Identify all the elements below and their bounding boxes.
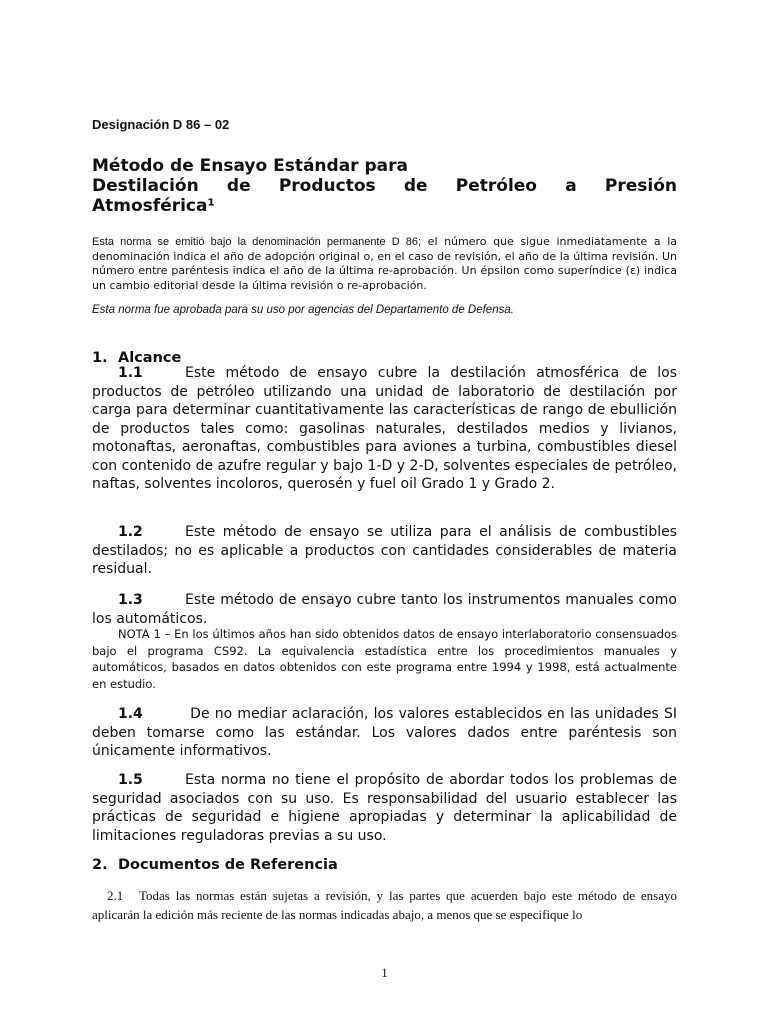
paragraph-number: 1.2	[118, 524, 143, 540]
paragraph-1-3	[92, 591, 677, 628]
note-text: NOTA 1 – En los últimos años han sido obtenidos datos de ensayo interlaboratorio consensuados bajo el programa CS92. La equivalencia estadística entre los procedimientos manuales y automáticos, basados en datos obtenidos con este programa entre 1994 y 1998, está actualmente en estudio.	[92, 627, 677, 691]
section-heading-documentos	[92, 857, 338, 873]
issuance-note	[92, 235, 677, 293]
paragraph-text: Este método de ensayo cubre la destilación atmosférica de los productos de petróleo utilizando una unidad de laboratorio de destilación por carga para determinar cuantitativamente las características de rango de ebullición de productos tales como: gasolinas naturales, destilados medios y livianos, motonaftas, aeronaftas, combustibles para aviones a turbina, combustibles diesel con contenido de azufre regular y bajo 1-D y 2-D, solventes especiales de petróleo, naftas, solventes incoloros, querosén y fuel oil Grado 1 y Grado 2.	[92, 365, 677, 492]
note-1	[92, 626, 677, 692]
paragraph-number: 1.4	[118, 706, 143, 722]
paragraph-1-4	[92, 705, 677, 761]
title-line-1: Método de Ensayo Estándar para	[92, 156, 408, 176]
designation: Designación D 86 – 02	[92, 117, 230, 132]
paragraph-text: Todas las normas están sujetas a revisión, y las partes que acuerden bajo este método de ensayo aplicarán la edición más reciente de las normas indicadas abajo, a menos que se especifique lo	[92, 888, 677, 922]
document-page	[92, 0, 677, 1024]
section-title: Documentos de Referencia	[118, 857, 338, 873]
document-title	[92, 156, 677, 216]
paragraph-text: Este método de ensayo cubre tanto los instrumentos manuales como los automáticos.	[92, 592, 677, 627]
paragraph-1-2	[92, 523, 677, 579]
paragraph-number: 1.1	[118, 365, 143, 381]
page-number: 1	[381, 965, 388, 980]
paragraph-1-1	[92, 364, 677, 494]
issuance-note-rest: el número que sigue inmediatamente a la denominación indica el año de adopción original o, en el caso de revisión, el año de la última revisión. Un número entre paréntesis indica el año de la última re-aprobación. Un épsilon como superíndice (ε) indica un cambio editorial desde la última revisión o re-aprobación.	[92, 235, 677, 292]
title-line-3: Atmosférica¹	[92, 196, 215, 216]
paragraph-text: Este método de ensayo se utiliza para el análisis de combustibles destilados; no es aplicable a productos con cantidades considerables de materia residual.	[92, 524, 677, 577]
paragraph-number: 1.3	[118, 592, 143, 608]
paragraph-1-5	[92, 771, 677, 845]
paragraph-text: De no mediar aclaración, los valores establecidos en las unidades SI deben tomarse como las estándar. Los valores dados entre paréntesis son únicamente informativos.	[92, 706, 677, 759]
section-number: 1.	[92, 350, 108, 366]
paragraph-text: Esta norma no tiene el propósito de abordar todos los problemas de seguridad asociados con su uso. Es responsabilidad del usuario establecer las prácticas de seguridad e higiene apropiadas y determinar la aplicabilidad de limitaciones reguladoras previas a su uso.	[92, 772, 677, 844]
paragraph-2-1	[92, 886, 677, 924]
defense-note: Esta norma fue aprobada para su uso por agencias del Departamento de Defensa.	[92, 304, 514, 316]
title-line-2: Destilación de Productos de Petróleo a Presión	[92, 176, 677, 196]
section-number: 2.	[92, 857, 108, 873]
section-title: Alcance	[118, 350, 182, 366]
issuance-note-first: Esta norma se emitió bajo la denominación permanente D 86;	[92, 236, 422, 248]
paragraph-number: 2.1	[107, 888, 124, 903]
paragraph-number: 1.5	[118, 772, 143, 788]
